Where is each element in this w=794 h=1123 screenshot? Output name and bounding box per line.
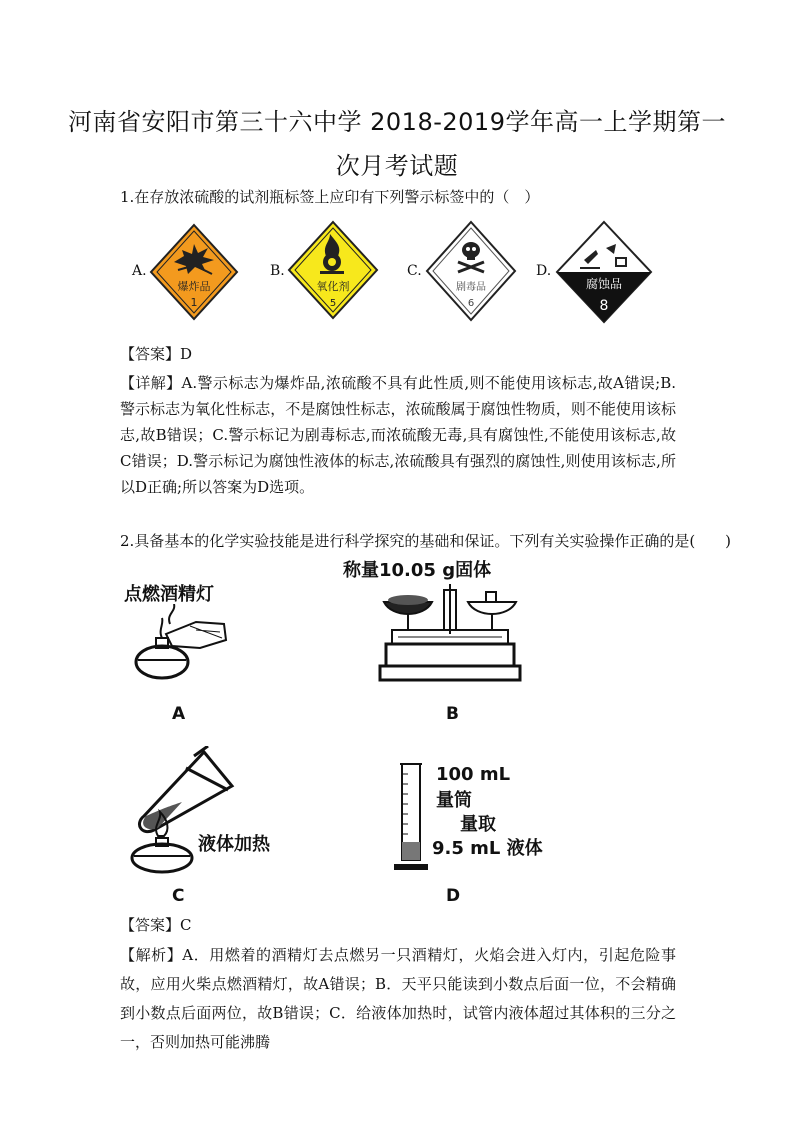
sign-b-text: 氧化剂	[316, 280, 350, 293]
sign-d-number: 8	[599, 298, 609, 314]
corrosive-sign-icon	[554, 220, 654, 324]
sign-a-number: 1	[190, 296, 198, 309]
figure-b-label: B	[446, 704, 459, 724]
lighting-lamp-figure	[130, 604, 240, 684]
figure-d-caption-measure: 量取	[460, 814, 496, 835]
page-title-line2: 次月考试题	[335, 152, 459, 180]
question-1-detail: 【详解】A.警示标志为爆炸品,浓硫酸不具有此性质,则不能使用该标志,故A错误;B. 警示标志为氧化性标志，不是腐蚀性标志，浓硫酸属于腐蚀性物质，则不能使用该标志,故B错误；C.警示标记为剧毒标志,而浓硫酸无毒,具有腐蚀性,不能使用该标志,故C错误；D.警示标记为腐蚀性液体的标志,浓硫酸具有强烈的腐蚀性,则使用该标志,所以D正确;所以答案为D选项。	[120, 374, 676, 496]
sign-b-number: 5	[329, 298, 337, 309]
explosive-sign-icon	[148, 222, 240, 322]
sign-d-text: 腐蚀品	[585, 277, 623, 291]
figure-b-caption: 称量10.05 g固体	[343, 560, 492, 581]
option-c-letter: C.	[407, 263, 422, 279]
balance-scale-figure	[378, 584, 522, 690]
question-1-options	[128, 220, 688, 330]
sign-a-text: 爆炸品	[177, 280, 211, 293]
option-b-letter: B.	[270, 263, 285, 279]
figure-a-caption: 点燃酒精灯	[124, 584, 214, 605]
heating-test-tube-figure	[124, 746, 244, 878]
sign-c-number: 6	[467, 298, 475, 309]
question-2-stem: 2.具备基本的化学实验技能是进行科学探究的基础和保证。下列有关实验操作正确的是( )	[120, 532, 732, 550]
figure-d-caption-cylinder: 量筒	[436, 790, 472, 811]
page-title-line1: 河南省安阳市第三十六中学 2018-2019学年高一上学期第一	[68, 108, 726, 136]
question-1-stem: 1.在存放浓硫酸的试剂瓶标签上应印有下列警示标签中的（ ）	[120, 188, 540, 206]
sign-c-text: 剧毒品	[456, 282, 486, 293]
option-d-letter: D.	[536, 263, 552, 279]
figure-d-caption-volume: 100 mL	[436, 764, 511, 785]
option-a-letter: A.	[132, 263, 147, 279]
figure-a-label: A	[172, 704, 186, 724]
oxidizer-sign-icon	[286, 220, 380, 320]
figure-c-caption: 液体加热	[198, 834, 270, 855]
question-2-analysis: 【解析】A．用燃着的酒精灯去点燃另一只酒精灯，火焰会进入灯内，引起危险事故，应用火柴点燃酒精灯，故A错误；B．天平只能读到小数点后面一位，不会精确到小数点后面两位，故B错误；C．给液体加热时，试管内液体超过其体积的三分之一，否则加热可能沸腾	[120, 946, 676, 1051]
figure-d-label: D	[446, 886, 461, 906]
toxic-sign-icon	[424, 220, 518, 322]
graduated-cylinder-figure	[392, 760, 432, 872]
figure-c-label: C	[172, 886, 185, 906]
question-2-answer: 【答案】C	[120, 916, 192, 934]
figure-d-caption-liquid: 9.5 mL 液体	[432, 838, 543, 859]
question-1-answer: 【答案】D	[120, 345, 193, 363]
